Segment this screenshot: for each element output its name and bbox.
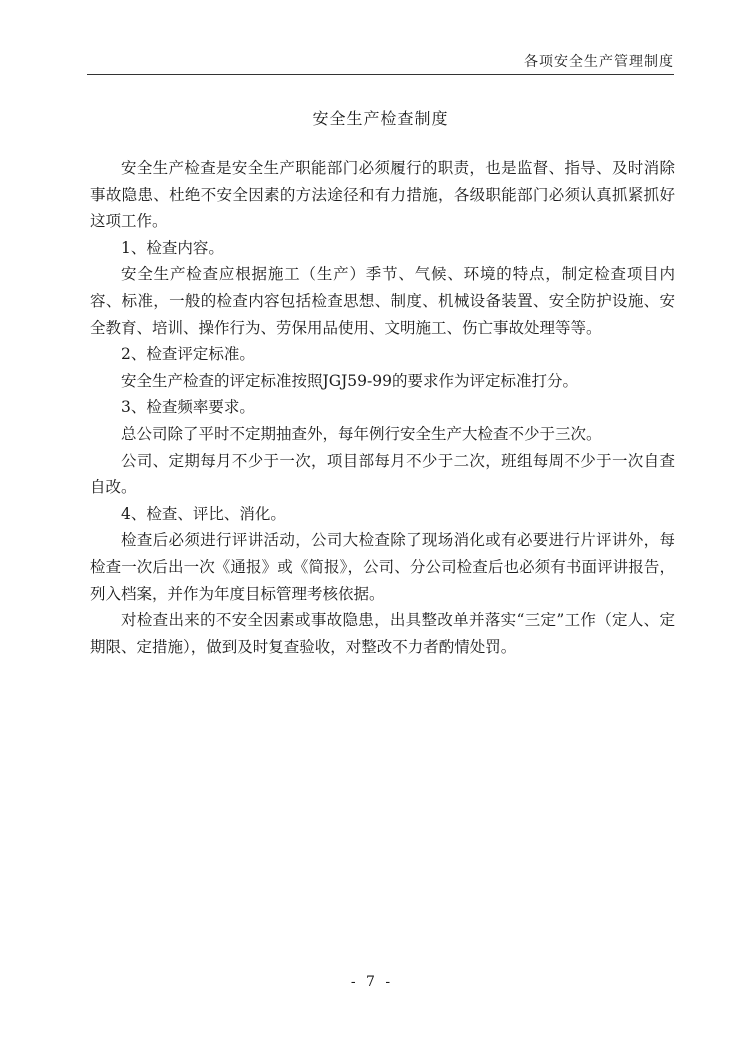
section-heading-1: 1、检查内容。 (121, 238, 224, 257)
paragraph-frequency-departments: 公司、定期每月不少于一次，项目部每月不少于二次，班组每周不少于一次自查自改。 (90, 451, 675, 497)
document-title: 安全生产检查制度 (312, 109, 449, 128)
running-header (87, 52, 674, 75)
running-header-text: 各项安全生产管理制度 (524, 54, 674, 70)
paragraph-review: 检查后必须进行评讲活动，公司大检查除了现场消化或有必要进行片评讲外，每检查一次后出一次《通报》或《简报》，公司、分公司检查后也必须有书面评讲报告，列入档案，并作为年度目标管理考核依据。 (90, 531, 675, 603)
page-number: - 7 - (350, 974, 394, 990)
paragraph-evaluation-standard: 安全生产检查的评定标准按照JGJ59-99的要求作为评定标准打分。 (121, 371, 578, 390)
section-heading-3: 3、检查频率要求。 (121, 398, 255, 417)
document-body (90, 155, 675, 660)
section-heading-4: 4、检查、评比、消化。 (121, 504, 286, 523)
paragraph-rectification: 对检查出来的不安全因素或事故隐患，出具整改单并落实“三定”工作（定人、定期限、定措施），做到及时复查验收，对整改不力者酌情处罚。 (90, 611, 675, 656)
paragraph-intro: 安全生产检查是安全生产职能部门必须履行的职责，也是监督、指导、及时消除事故隐患、杜绝不安全因素的方法途径和有力措施，各级职能部门必须认真抓紧抓好这项工作。 (90, 159, 675, 231)
section-heading-2: 2、检查评定标准。 (121, 345, 255, 364)
paragraph-frequency-company: 总公司除了平时不定期抽查外，每年例行安全生产大检查不少于三次。 (121, 424, 602, 443)
paragraph-check-content: 安全生产检查应根据施工（生产）季节、气候、环境的特点，制定检查项目内容、标准，一般的检查内容包括检查思想、制度、机械设备装置、安全防护设施、安全教育、培训、操作行为、劳保用品使用、文明施工、伤亡事故处理等等。 (90, 265, 675, 337)
